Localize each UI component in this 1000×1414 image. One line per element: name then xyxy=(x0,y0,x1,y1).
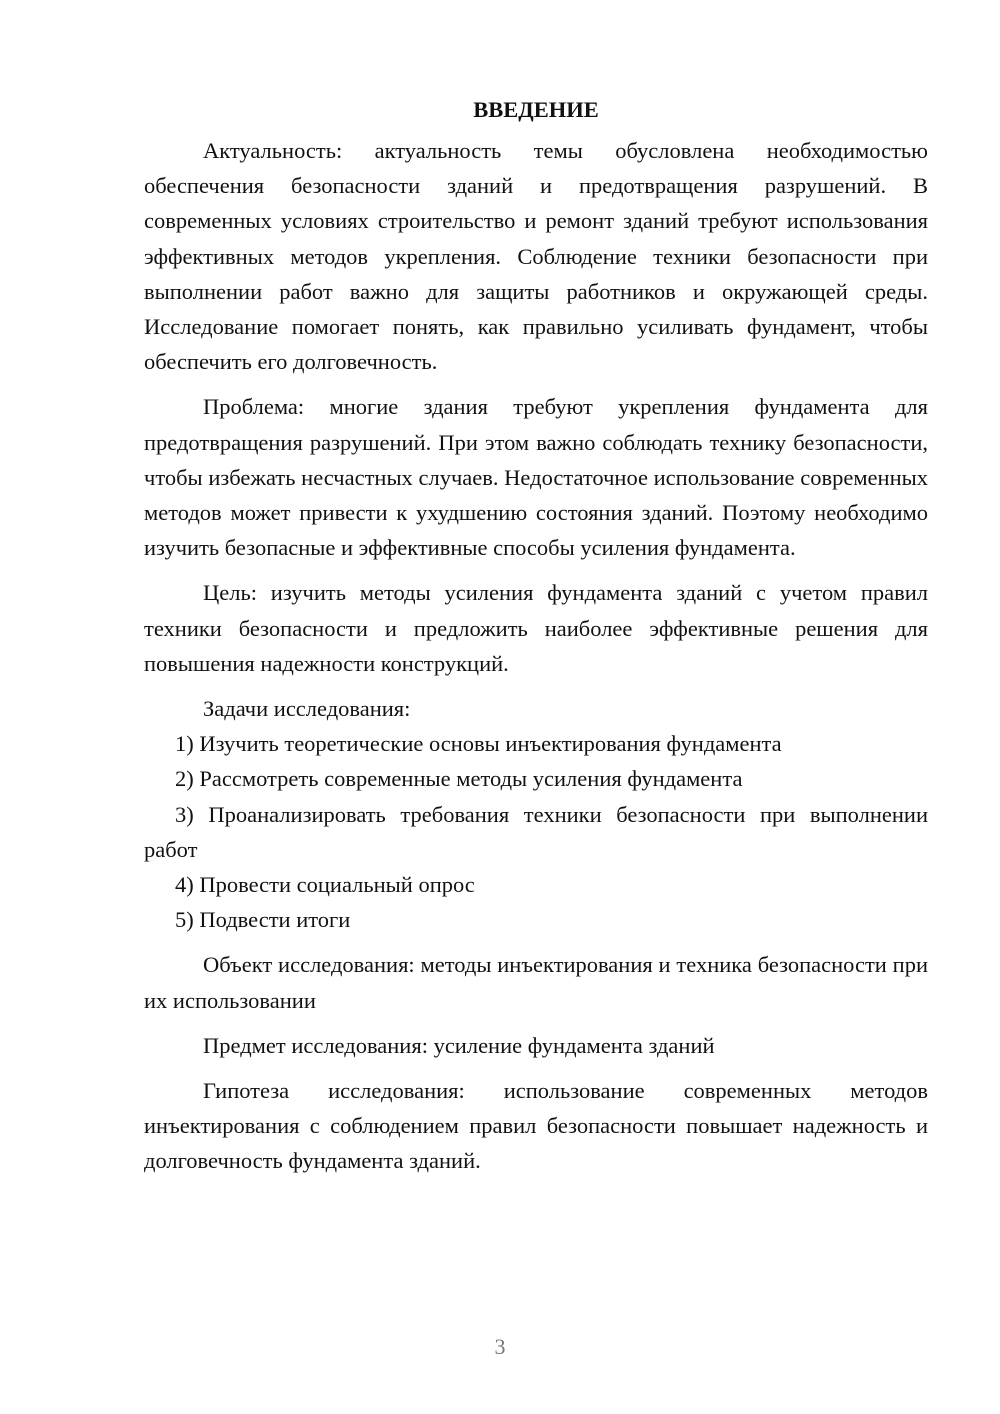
paragraph-relevance: Актуальность: актуальность темы обусловлена необходимостью обеспечения безопасности зданий и предотвращения разрушений. В современных условиях строительство и ремонт зданий требуют использования эффективных методов укрепления. Соблюдение техники безопасности при выполнении работ важно для защиты работников и окружающей среды. Исследование помогает понять, как правильно усиливать фундамент, чтобы обеспечить его долговечность. xyxy=(144,138,928,375)
task-item-4: 4) Провести социальный опрос xyxy=(175,872,475,898)
paragraph-problem: Проблема: многие здания требуют укрепления фундамента для предотвращения разрушений. При этом важно соблюдать технику безопасности, чтобы избежать несчастных случаев. Недостаточное использование современных методов может привести к ухудшению состояния зданий. Поэтому необходимо изучить безопасные и эффективные способы усиления фундамента. xyxy=(144,394,928,561)
page-content xyxy=(144,92,928,1179)
tasks-heading: Задачи исследования: xyxy=(203,696,411,722)
section-title: ВВЕДЕНИЕ xyxy=(473,97,599,122)
paragraph-goal: Цель: изучить методы усиления фундамента зданий с учетом правил техники безопасности и предложить наиболее эффективные решения для повышения надежности конструкций. xyxy=(144,580,928,676)
paragraph-subject: Предмет исследования: усиление фундамента зданий xyxy=(203,1032,715,1058)
task-item-1: 1) Изучить теоретические основы инъектирования фундамента xyxy=(175,731,782,757)
page-number: 3 xyxy=(494,1334,506,1359)
task-item-2: 2) Рассмотреть современные методы усиления фундамента xyxy=(175,766,743,792)
task-item-5: 5) Подвести итоги xyxy=(175,907,351,933)
paragraph-object: Объект исследования: методы инъектирования и техника безопасности при их использовании xyxy=(144,952,928,1013)
task-item-3: 3) Проанализировать требования техники безопасности при выполнении работ xyxy=(144,801,928,862)
paragraph-hypothesis: Гипотеза исследования: использование современных методов инъектирования с соблюдением правил безопасности повышает надежность и долговечность фундамента зданий. xyxy=(144,1078,928,1174)
